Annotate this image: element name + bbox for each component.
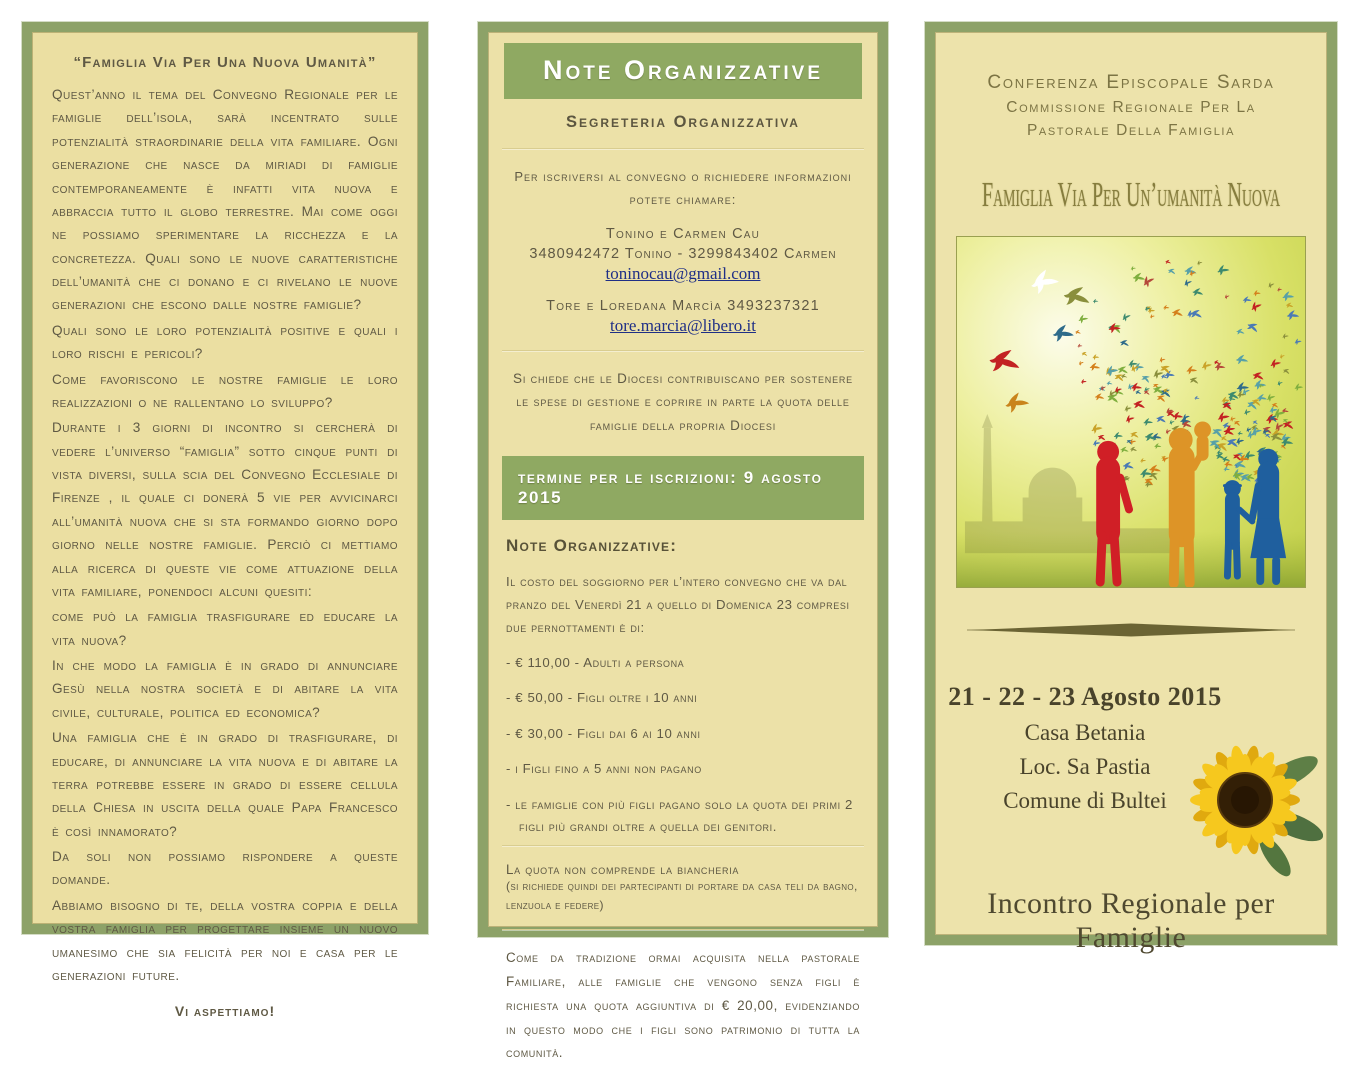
commission-line: Pastorale Della Famiglia [1026,122,1236,139]
linen-note-detail: (si richiede quindi dei partecipanti di portare da casa teli da bagno, lenzuola e federe) [506,878,858,912]
contact-name-phone: Tore e Loredana Marcìa 3493237321 [546,297,820,314]
event-dates: 21 - 22 - 23 Agosto 2015 [948,682,1222,711]
commission-line: Commissione Regionale Per La [1006,99,1256,116]
diocese-note: Si chiede che le Diocesi contribuiscano per sostenere le spese di gestione e coprire in parte la quota delle famiglie della propria Diocesi [513,370,853,434]
intro-paragraph: Da soli non possiamo rispondere a queste domande. [52,849,398,888]
price-item: - € 30,00 - Figli dai 6 ai 10 anni [506,725,701,741]
linen-note: La quota non comprende la biancheria [506,861,740,877]
linen-note-section [500,846,866,929]
family-birds-illustration [956,236,1306,588]
secretariat-title: Segreteria Organizzativa [566,113,800,131]
intro-paragraph: Abbiamo bisogno di te, della vostra coppia e della vostra famiglia per progettare insieme un nuovo umanesimo che sia felicità per noi e casa per le generazioni future. [52,897,398,983]
panel-cover-content [935,72,1327,975]
panel-notes [478,22,888,1061]
price-item: - i Figli fino a 5 anni non pagano [506,761,702,777]
intro-title: “Famiglia Via Per Una Nuova Umanità” [73,54,377,71]
organizational-notes-section [500,520,866,845]
cover-footer-title: Incontro Regionale per Famiglie [987,887,1275,954]
cover-main-title: Famiglia Via Per Un’umanità Nuova [981,174,1281,214]
divider-spindle [965,622,1297,638]
organization-block [935,72,1327,140]
price-item: - € 50,00 - Figli oltre i 10 anni [506,690,698,706]
organization-name: Conferenza Episcopale Sarda [987,72,1275,93]
venue-municipality: Comune di Bultei [1003,788,1167,813]
intro-paragraph: come può la famiglia trasfigurare ed educare la vita nuova? [52,609,398,648]
panel-intro [22,22,428,1020]
contact-section [500,149,866,350]
venue-name: Casa Betania [1024,720,1146,745]
contact-intro: Per iscriversi al convegno o richiedere informazioni potete chiamare: [514,169,852,208]
intro-paragraph: Quali sono le loro potenzialità positive e quali i loro rischi e pericoli? [52,322,398,362]
panel-cover [925,22,1337,954]
cost-intro: Il costo del soggiorno per l’intero convegno che va dal pranzo del Venerdì 21 a quello di Domenica 23 compresi due pernottamenti è di: [506,573,850,635]
intro-paragraph: Una famiglia che è in grado di trasfigurare, di educare, di annunciare la vita nuova e di abitare la terra potrebbe essere in grado di essere cellula della Chiesa in uscita della quale Papa Francesco è così innamorato? [52,730,398,839]
price-item: - le famiglie con più figli pagano solo la quota dei primi 2 figli più grandi oltre a quella dei genitori. [506,796,853,835]
intro-closing: Vi aspettiamo! [174,1003,276,1020]
email-link-libero[interactable]: tore.marcia@libero.it [610,315,756,335]
intro-paragraph: Durante i 3 giorni di incontro si cercherà di vedere l’universo “famiglia” sotto cinque punti di vista diversi, sulla scia del Convegno Ecclesiale di Firenze , il quale ci donerà 5 vie per avvicinarci all’umanità nuova che si sta formando giorno dopo giorno nelle nostre famiglie. Perciò ci mettiamo alla ricerca di queste vie come attuazione della vita familiare, ponendoci alcuni quesiti: [52,420,398,599]
tradition-note: Come da tradizione ormai acquisita nella pastorale Familiare, alle famiglie che vengono senza figli è richiesta una quota aggiuntiva di € 20,00, evidenziando in questo modo che i figli sono patrimonio di tutta la comunità. [506,949,861,1061]
intro-paragraph: Come favoriscono le nostre famiglie le loro realizzazioni o ne rallentano lo sviluppo? [52,371,398,410]
contact-name: Tonino e Carmen Cau [605,225,761,242]
notes-header-band: Note Organizzative [504,43,862,99]
price-item: - € 110,00 - Adulti a persona [506,654,685,670]
deadline-band: termine per le iscrizioni: 9 agosto 2015 [502,456,864,520]
panel-notes-content [488,32,878,1086]
intro-paragraph: In che modo la famiglia è in grado di annunciare Gesù nella nostra società e di abitare la vita civile, culturale, politica ed economica? [52,658,398,720]
sunflower-image [1173,722,1323,882]
contact-phones: 3480942472 Tonino - 3299843402 Carmen [529,245,837,262]
email-link-gmail[interactable]: toninocau@gmail.com [605,263,761,283]
venue-locality: Loc. Sa Pastia [1019,754,1151,779]
panel-intro-content [32,32,418,1019]
intro-paragraph: Quest’anno il tema del Convegno Regionale per le famiglie dell’isola, sarà incentrato sulle potenzialità straordinarie della vita familiare. Ogni generazione che nasce da miriadi di famiglie contemporaneamente è infatti vita nuova e abbraccia tutto il globo terrestre. Mai come oggi ne possiamo sperimentare la ricchezza e la concretezza. Quali sono le nuove caratteristiche dell’umanità che ci donano e ci rivelano le nuove generazioni che escono dalle nostre famiglie? [52,87,398,313]
notes-heading: Note Organizzative: [506,535,678,555]
